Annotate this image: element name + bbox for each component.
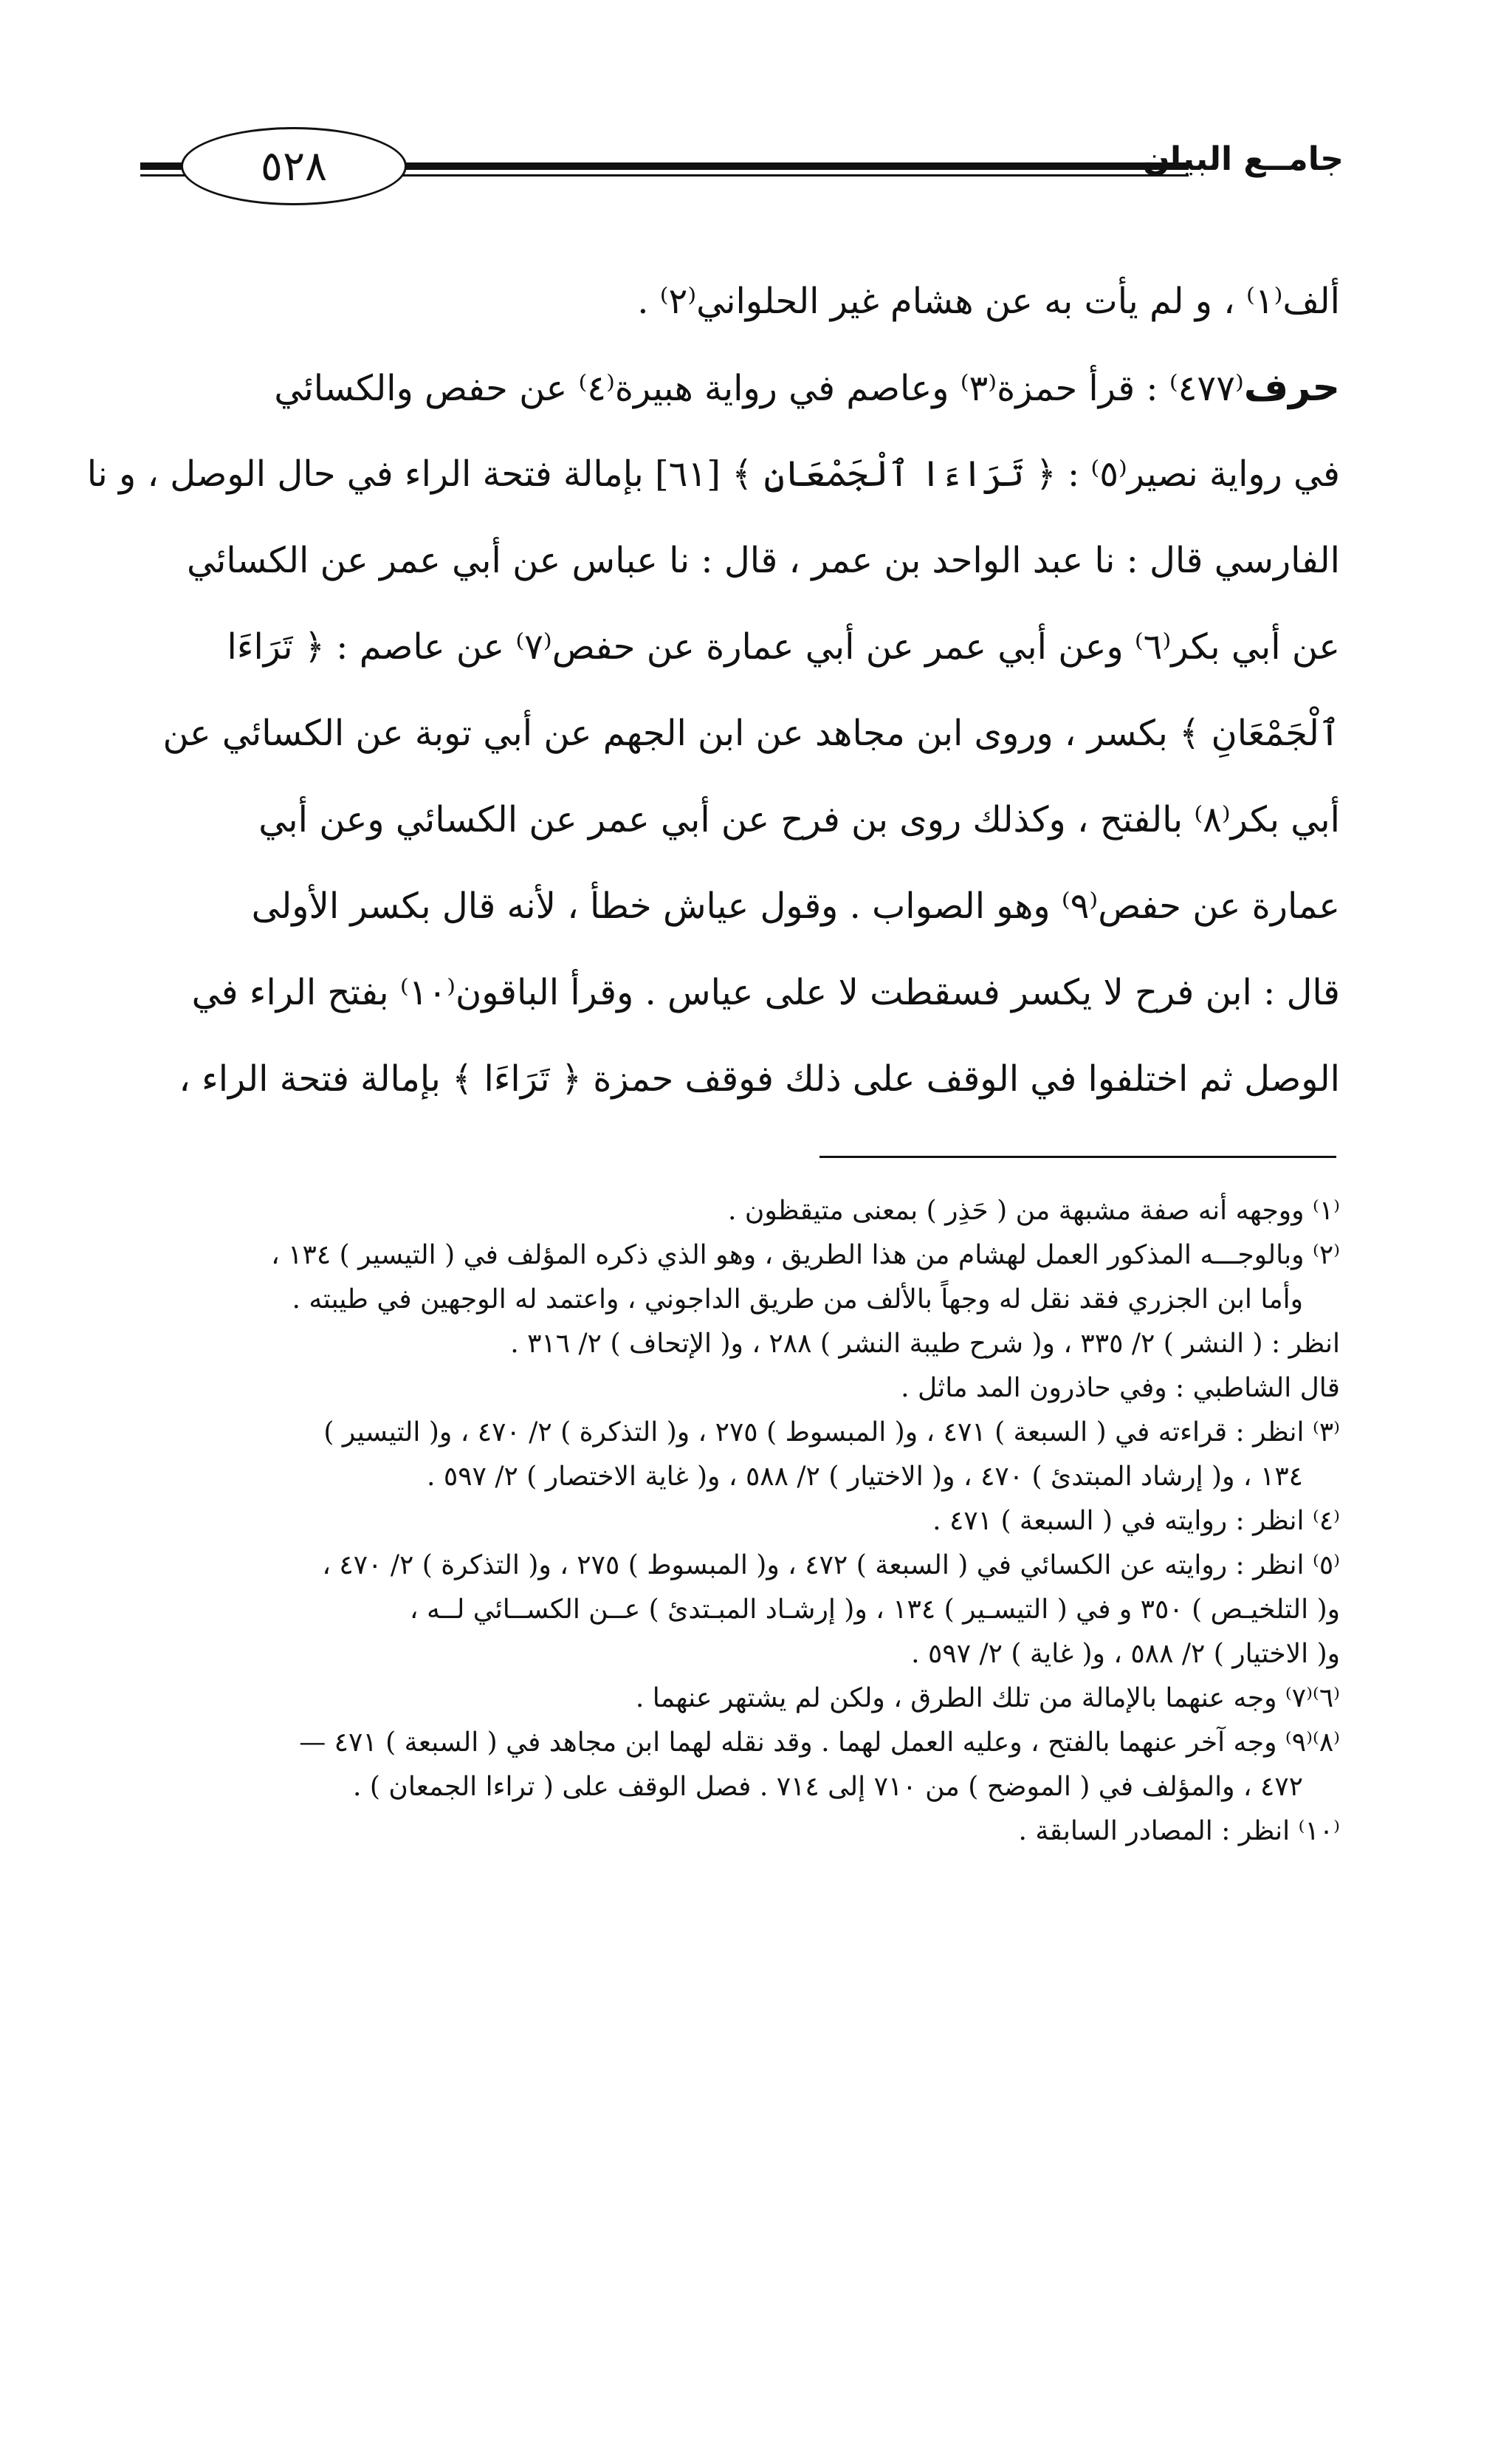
text-line: ٱلْجَمْعَانِ ﴾ بكسر ، وروى ابن مجاهد عن ابن الجهم عن أبي توبة عن الكسائي عن: [162, 713, 1340, 754]
footnote-cont: ١٣٤ ، و( إرشاد المبتدئ ) ٤٧٠ ، و( الاختيار ) ٢/ ٥٨٨ ، و( غاية الاختصار ) ٢/ ٥٩٧ .: [427, 1462, 1303, 1492]
footnote: ⁽٣⁾ انظر : قراءته في ( السبعة ) ٤٧١ ، و( المبسوط ) ٢٧٥ ، و( التذكرة ) ٢/ ٤٧٠ ، و( التيسير ): [323, 1417, 1340, 1447]
text-line: أبي بكر⁽٨⁾ بالفتح ، وكذلك روى بن فرح عن أبي عمر عن الكسائي وعن أبي: [258, 799, 1340, 840]
footnote-cont: انظر : ( النشر ) ٢/ ٣٣٥ ، و( شرح طيبة النشر ) ٢٨٨ ، و( الإتحاف ) ٢/ ٣١٦ .: [510, 1329, 1340, 1359]
text-line-harf: [173, 345, 1340, 431]
footnote: ⁽٥⁾ انظر : روايته عن الكسائي في ( السبعة ) ٤٧٢ ، و( المبسوط ) ٢٧٥ ، و( التذكرة ) ٢/ ٤٧٠ ،: [322, 1550, 1340, 1580]
harf-label: حرف: [1243, 366, 1340, 410]
footnote-separator: [819, 1156, 1336, 1158]
text-line: قال : ابن فرح لا يكسر فسقطت لا على عياس . وقرأ الباقون⁽١٠⁾ بفتح الراء في: [191, 972, 1340, 1013]
footnotes: [166, 1189, 1340, 1854]
text-line: الوصل ثم اختلفوا في الوقف على ذلك فوقف حمزة ﴿ تَرَاءَا ﴾ بإمالة فتحة الراء ،: [179, 1058, 1340, 1100]
text-line: عمارة عن حفص⁽٩⁾ وهو الصواب . وقول عياش خطأ ، لأنه قال بكسر الأولى: [251, 885, 1340, 927]
book-title: جامــع البيان: [1142, 140, 1344, 178]
main-text: [86, 258, 1340, 1123]
footnote-cont: وأما ابن الجزري فقد نقل له وجهاً بالألف من طريق الداجوني ، واعتمد له الوجهين في طيبته .: [292, 1284, 1303, 1315]
footnote: ⁽١⁾ ووجهه أنه صفة مشبهة من ( حَذِر ) بمعنى متيقظون .: [728, 1196, 1340, 1226]
text-line: عن أبي بكر⁽٦⁾ وعن أبي عمر عن أبي عمارة عن حفص⁽٧⁾ عن عاصم : ﴿ تَرَاءَا: [227, 626, 1340, 668]
text-line: الفارسي قال : نا عبد الواحد بن عمر ، قال : نا عباس عن أبي عمر عن الكسائي: [187, 540, 1340, 581]
page-number: ٥٢٨: [181, 127, 407, 205]
footnote: ⁽٤⁾ انظر : روايته في ( السبعة ) ٤٧١ .: [932, 1506, 1340, 1536]
footnote-cont: قال الشاطبي : وفي حاذرون المد ماثل .: [901, 1373, 1340, 1403]
footnote: ⁽٦⁾⁽٧⁾ وجه عنهما بالإمالة من تلك الطرق ، ولكن لم يشتهر عنهما .: [635, 1683, 1340, 1713]
footnote: ⁽١٠⁾ انظر : المصادر السابقة .: [1018, 1816, 1340, 1846]
footnote: ⁽٨⁾⁽٩⁾ وجه آخر عنهما بالفتح ، وعليه العمل لهما . وقد نقله لهما ابن مجاهد في ( السبعة ) ٤٧١ —: [299, 1727, 1340, 1758]
text-line: ألف⁽١⁾ ، و لم يأت به عن هشام غير الحلواني⁽٢⁾ .: [637, 281, 1340, 322]
footnote-cont: و( الاختيار ) ٢/ ٥٨٨ ، و( غاية ) ٢/ ٥٩٧ .: [911, 1639, 1340, 1669]
footnote: ⁽٢⁾ وبالوجـــه المذكور العمل لهشام من هذا الطريق ، وهو الذي ذكره المؤلف في ( التيسير ) ١٣٤ ،: [271, 1240, 1340, 1270]
page-header: [140, 126, 1344, 214]
footnote-cont: و( التلخيـص ) ٣٥٠ و في ( التيسـير ) ١٣٤ ، و( إرشـاد المبـتدئ ) عــن الكســائي لــه ،: [409, 1594, 1340, 1625]
footnote-cont: ٤٧٢ ، والمؤلف في ( الموضح ) من ٧١٠ إلى ٧١٤ . فصل الوقف على ( تراءا الجمعان ) .: [353, 1772, 1303, 1802]
text-line: ⁽٤٧٧⁾ : قرأ حمزة⁽٣⁾ وعاصم في رواية هبيرة⁽٤⁾ عن حفص والكسائي: [274, 368, 1244, 409]
text-line: في رواية نصير⁽٥⁾ : ﴿ تَرَاءَا ٱلْجَمْعَانِ ﴾ [٦١] بإمالة فتحة الراء في حال الوصل ، و نا: [86, 453, 1340, 495]
